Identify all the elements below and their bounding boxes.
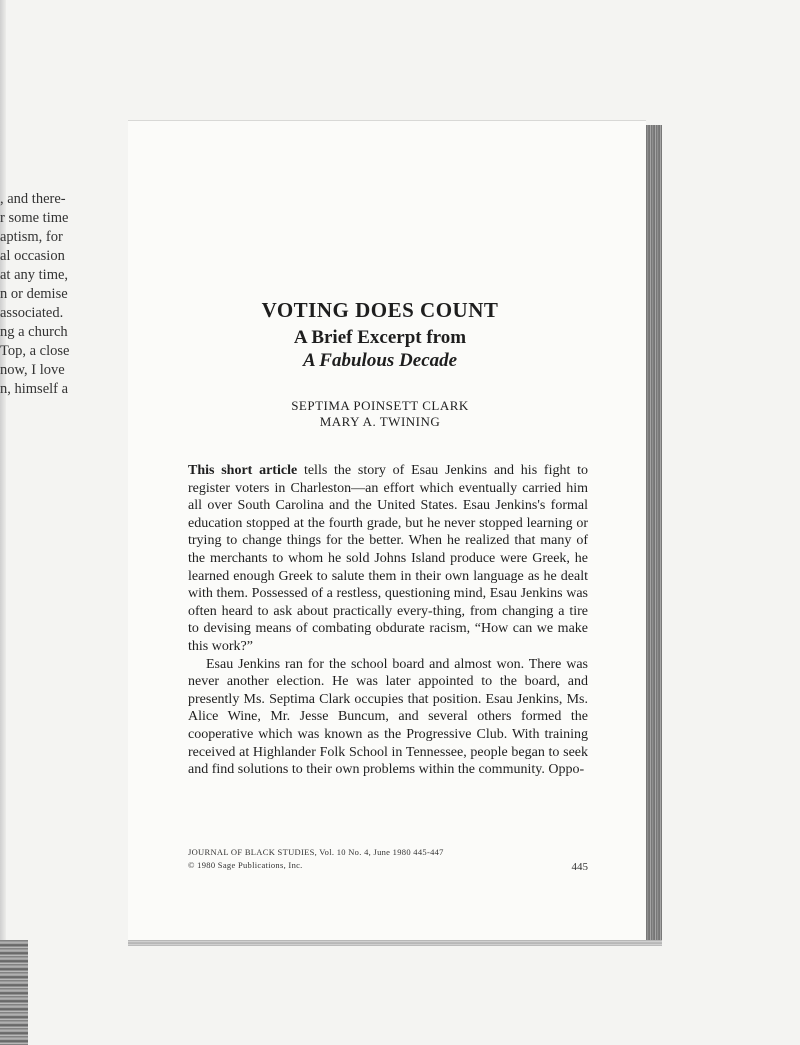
page-stack-edge	[646, 125, 662, 945]
author-name: SEPTIMA POINSETT CLARK	[291, 398, 469, 413]
scan-shadow	[0, 940, 28, 1045]
author-name: MARY A. TWINING	[319, 414, 441, 429]
left-page-line: al occasion	[0, 248, 65, 264]
left-page-line: at any time,	[0, 267, 69, 283]
left-page-line: , and there-	[0, 191, 66, 207]
left-page-line: now, I love	[0, 362, 65, 378]
left-page-line: aptism, for	[0, 229, 63, 245]
copyright-line: © 1980 Sage Publications, Inc.	[188, 860, 303, 870]
paragraph-1	[188, 462, 588, 656]
left-page-text-fragment	[0, 190, 120, 399]
paragraph-2: Esau Jenkins ran for the school board and almost won. There was never another election. He was later appointed to the board, and presently Ms. Septima Clark occupies that position. Esau Jenkins, Ms. Alice Wine, Mr. Jesse Buncum, and several others formed the cooperative which was known as the Progressive Club. With training received at Highlander Folk School in Tennessee, people began to seek and find solutions to their own problems within the community. Oppo-	[188, 656, 588, 778]
article-title: VOTING DOES COUNT	[261, 298, 499, 322]
left-page-line: n, himself a	[0, 381, 69, 397]
left-page-line: ng a church	[0, 324, 68, 340]
left-page-line: n or demise	[0, 286, 68, 302]
left-page-line: r some time	[0, 210, 69, 226]
article-subtitle: A Brief Excerpt from	[293, 327, 467, 348]
page-number: 445	[571, 861, 588, 873]
book-title: A Fabulous Decade	[302, 350, 458, 371]
scan-left-edge	[0, 0, 6, 1045]
paragraph-1-text: tells the story of Esau Jenkins and his fight to register voters in Charleston—an effort which eventually carried him all over South Carolina and the United States. Esau Jenkins's formal education stopped at the fourth grade, but he never stopped learning or trying to change things for the better. When he realized that many of the merchants to whom he sold Johns Island produce were Greek, he learned enough Greek to salute them in their own language as he dealt with them. Possessed of a restless, questioning mind, Esau Jenkins was often heard to ask about practically every-thing, from changing a tire to devising means of combating obdurate racism, “How can we make this work?”	[188, 463, 588, 654]
lead-words: This short article	[188, 463, 298, 478]
journal-footer	[188, 847, 588, 873]
left-page-line: associated.	[0, 305, 64, 321]
left-page-line: Top, a close	[0, 343, 70, 359]
article-body	[188, 462, 588, 779]
journal-citation: JOURNAL OF BLACK STUDIES, Vol. 10 No. 4, June 1980 445-447	[188, 847, 444, 857]
page-bottom-edge	[128, 940, 662, 946]
